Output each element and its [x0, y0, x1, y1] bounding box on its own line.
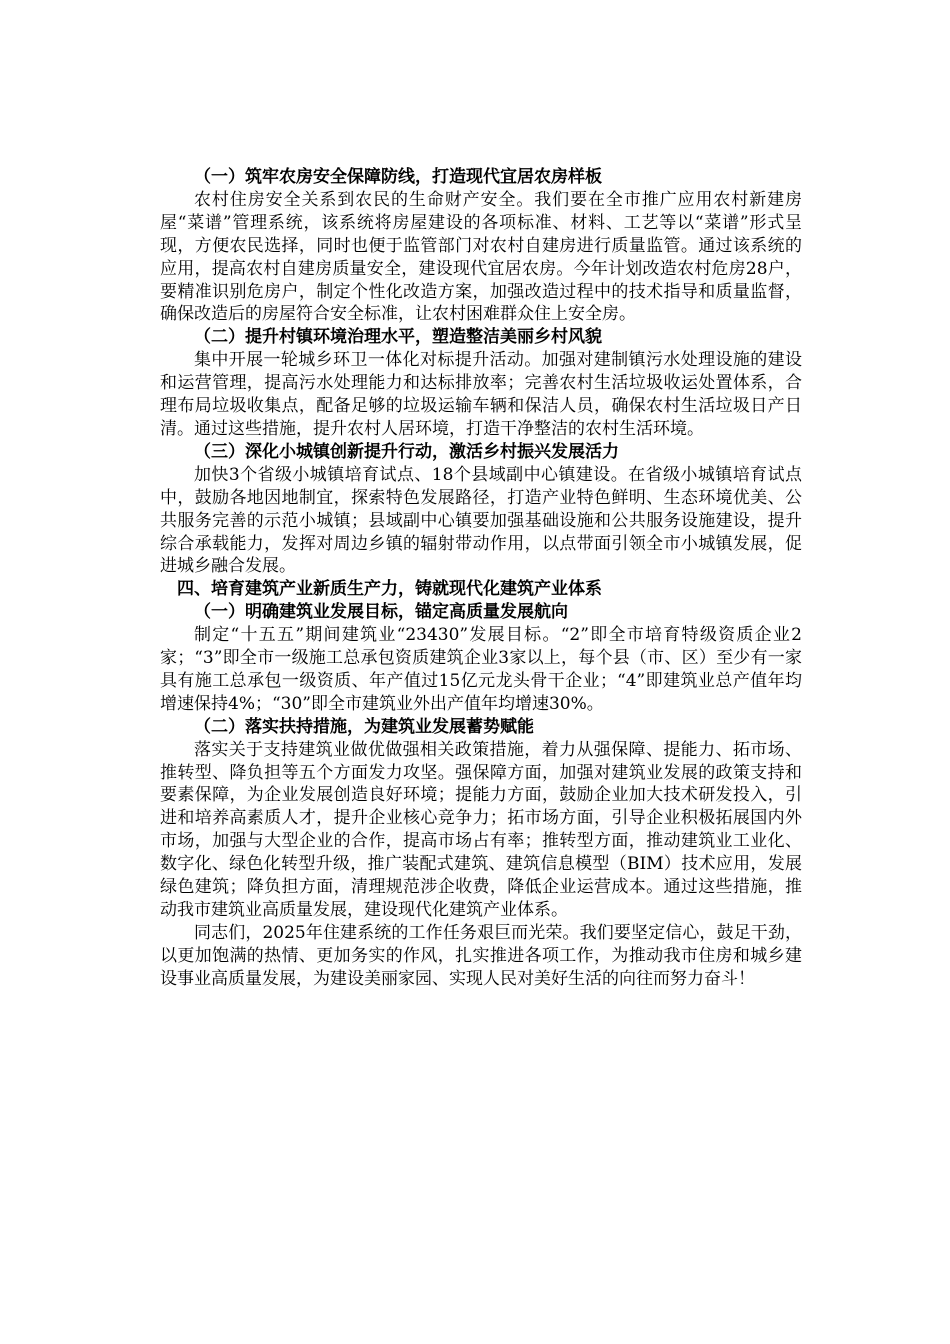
document-page: [160, 166, 802, 991]
section-body-small-towns: 加快3个省级小城镇培育试点、18个县域副中心镇建设。在省级小城镇培育试点中，鼓励各地因地制宜，探索特色发展路径，打造产业特色鲜明、生态环境优美、公共服务完善的示范小城镇；县域副中心镇要加强基础设施和公共服务设施建设，提升综合承载能力，发挥对周边乡镇的辐射带动作用，以点带面引领全市小城镇发展，促进城乡融合发展。: [160, 464, 802, 577]
section-heading-small-towns: （三）深化小城镇创新提升行动，激活乡村振兴发展活力: [194, 441, 619, 462]
section-body-environment: 集中开展一轮城乡环卫一体化对标提升活动。加强对建制镇污水处理设施的建设和运营管理，提高污水处理能力和达标排放率；完善农村生活垃圾收运处置体系，合理布局垃圾收集点，配备足够的垃圾运输车辆和保洁人员，确保农村生活垃圾日产日清。通过这些措施，提升农村人居环境，打造干净整洁的农村生活环境。: [160, 350, 802, 439]
section-heading-goals: （一）明确建筑业发展目标，锚定高质量发展航向: [194, 602, 568, 623]
section-body-goals: 制定“十五五”期间建筑业“23430”发展目标。“2”即全市培育特级资质企业2家；“3”即全市一级施工总承包资质建筑企业3家以上，每个县（市、区）至少有一家具有施工总承包一级资质、年产值过15亿元龙头骨干企业；“4”即建筑业总产值年均增速保持4%；“30”即全市建筑业外出产值年均增速30%。: [160, 625, 802, 714]
section-body-rural-housing: 农村住房安全关系到农民的生命财产安全。我们要在全市推广应用农村新建房屋“菜谱”管理系统，该系统将房屋建设的各项标准、材料、工艺等以“菜谱”形式呈现，方便农民选择，同时也便于监管部门对农村自建房进行质量监管。通过该系统的应用，提高农村自建房质量安全，建设现代宜居农房。今年计划改造农村危房28户，要精准识别危房户，制定个性化改造方案，加强改造过程中的技术指导和质量监督，确保改造后的房屋符合安全标准，让农村困难群众住上安全房。: [160, 189, 802, 325]
section-heading-environment: （二）提升村镇环境治理水平，塑造整洁美丽乡村风貌: [194, 327, 602, 348]
section-heading-rural-housing: （一）筑牢农房安全保障防线，打造现代宜居农房样板: [194, 167, 602, 187]
closing-paragraph: 同志们，2025年住建系统的工作任务艰巨而光荣。我们要坚定信心，鼓足干劲，以更加饱满的热情、更加务实的作风，扎实推进各项工作，为推动我市住房和城乡建设事业高质量发展，为建设美丽家园、实现人民对美好生活的向往而努力奋斗！: [160, 922, 802, 989]
part-four-heading: 四、培育建筑产业新质生产力，铸就现代化建筑产业体系: [177, 579, 602, 600]
section-body-support: 落实关于支持建筑业做优做强相关政策措施，着力从强保障、提能力、拓市场、推转型、降负担等五个方面发力攻坚。强保障方面，加强对建筑业发展的政策支持和要素保障，为企业发展创造良好环境；提能力方面，鼓励企业加大技术研发投入，引进和培养高素质人才，提升企业核心竞争力；拓市场方面，引导企业积极拓展国内外市场，加强与大型企业的合作，提高市场占有率；推转型方面，推动建筑业工业化、数字化、绿色化转型升级，推广装配式建筑、建筑信息模型（BIM）技术应用，发展绿色建筑；降负担方面，清理规范涉企收费，降低企业运营成本。通过这些措施，推动我市建筑业高质量发展，建设现代化建筑产业体系。: [160, 739, 802, 920]
section-heading-support: （二）落实扶持措施，为建筑业发展蓄势赋能: [194, 716, 534, 737]
